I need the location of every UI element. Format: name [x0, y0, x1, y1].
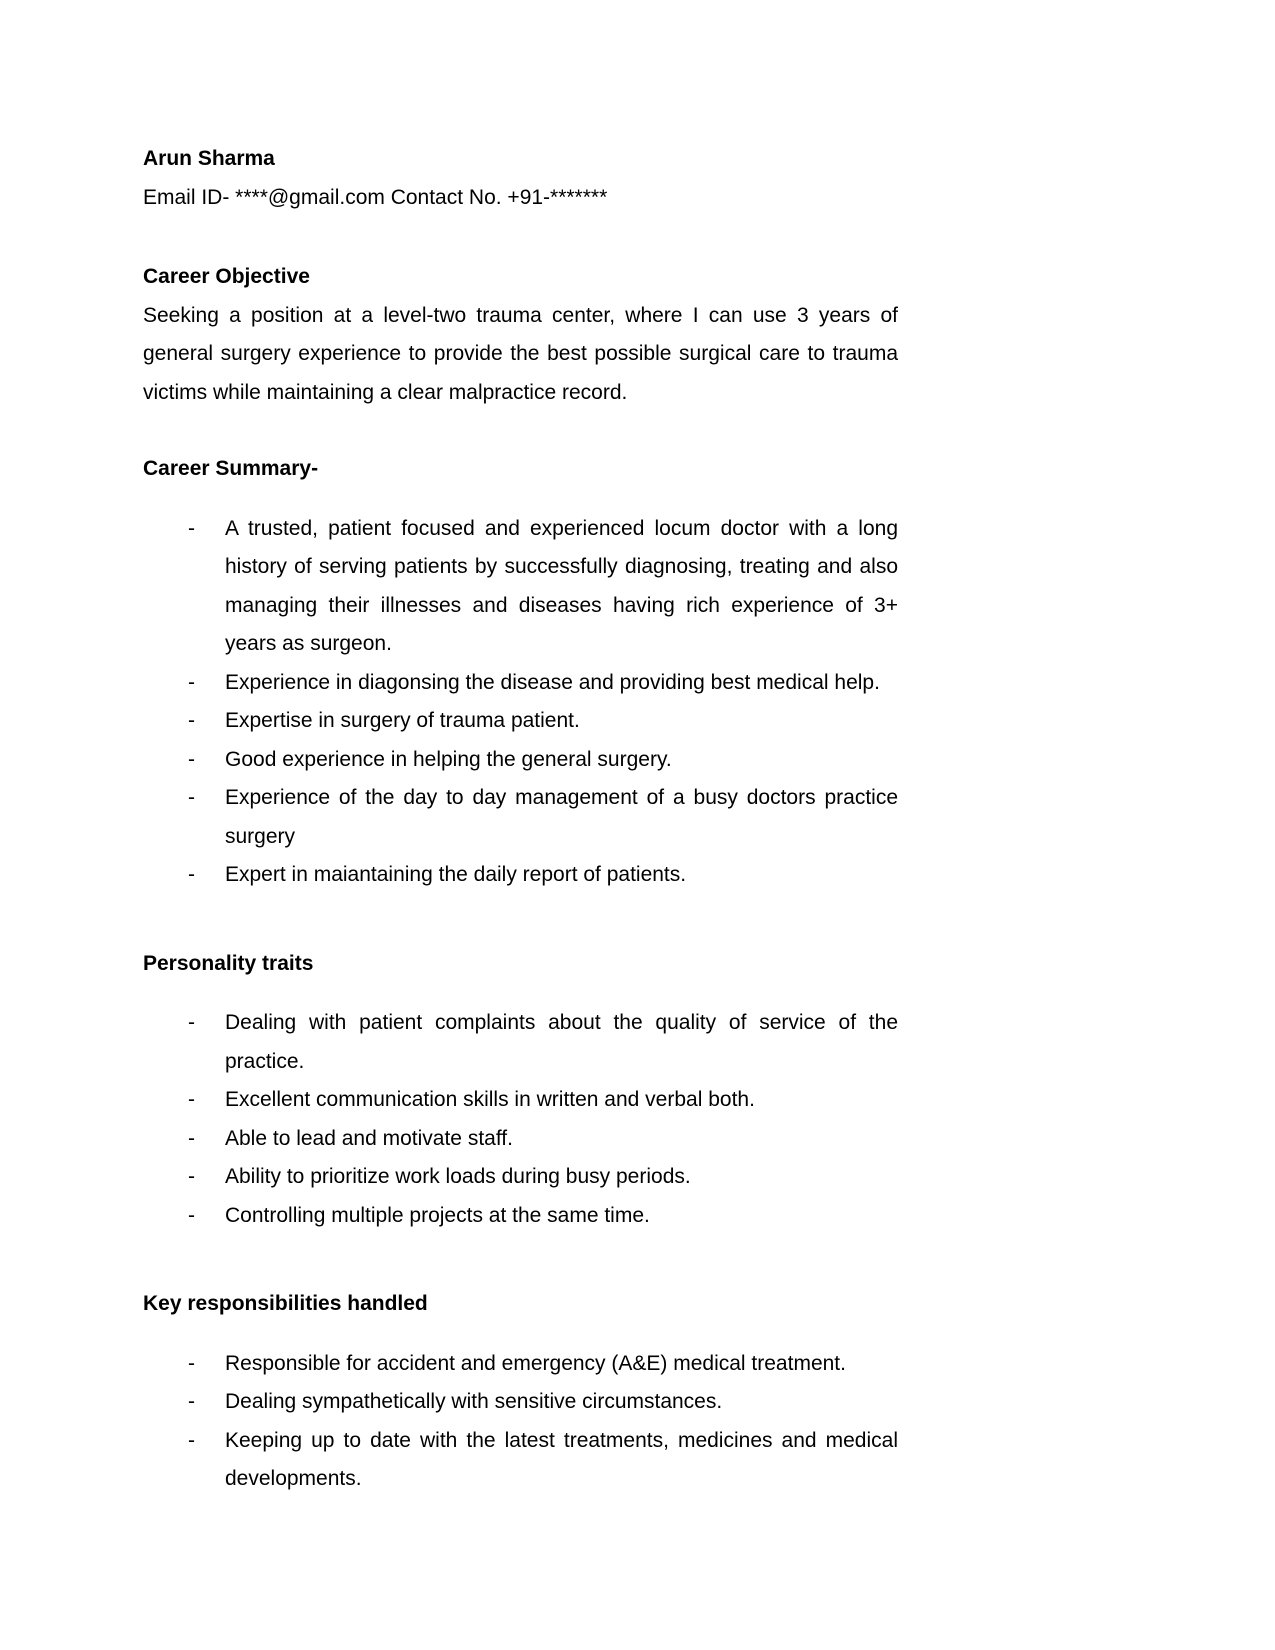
list-item [143, 1197, 898, 1236]
bullet-marker: - [188, 786, 195, 809]
bullet-marker: - [188, 1203, 195, 1227]
list-item [143, 779, 898, 856]
list-item [143, 1004, 898, 1081]
bullet-text: A trusted, patient focused and experienced locum doctor with a long history of serving patients by successfully diagnosing, treating and also managing their illnesses and diseases having rich experience of 3+ years as surgeon. [225, 516, 898, 655]
bullet-text: Ability to prioritize work loads during busy periods. [225, 1165, 691, 1188]
list-item [143, 856, 898, 895]
bullet-marker: - [188, 709, 195, 732]
bullet-text: Excellent communication skills in written and verbal both. [225, 1088, 755, 1111]
list-item [143, 702, 898, 741]
personality-traits-list [143, 1004, 898, 1235]
list-item [143, 741, 898, 780]
list-item [143, 1422, 898, 1499]
list-item [143, 1383, 898, 1422]
bullet-text: Responsible for accident and emergency (A&E) medical treatment. [225, 1351, 846, 1375]
bullet-marker: - [188, 747, 195, 771]
bullet-marker: - [188, 863, 195, 886]
bullet-marker: - [188, 1428, 195, 1452]
list-item [143, 1120, 898, 1159]
list-item [143, 1345, 898, 1384]
bullet-text: Dealing sympathetically with sensitive circumstances. [225, 1390, 723, 1413]
bullet-text: Controlling multiple projects at the same time. [225, 1203, 650, 1227]
list-item [143, 1158, 898, 1197]
section-heading-career-summary: Career Summary- [143, 457, 319, 480]
bullet-marker: - [188, 670, 195, 694]
bullet-text: Dealing with patient complaints about the quality of service of the practice. [225, 1011, 898, 1073]
candidate-name: Arun Sharma [143, 147, 275, 170]
bullet-marker: - [188, 1126, 195, 1150]
career-summary-list [143, 510, 898, 895]
bullet-marker: - [188, 1011, 195, 1034]
contact-line: Email ID- ****@gmail.com Contact No. +91-******* [143, 185, 608, 209]
list-item [143, 510, 898, 664]
bullet-text: Good experience in helping the general surgery. [225, 747, 672, 771]
bullet-marker: - [188, 1088, 195, 1111]
section-heading-key-responsibilities: Key responsibilities handled [143, 1292, 428, 1315]
list-item [143, 1081, 898, 1120]
bullet-text: Expertise in surgery of trauma patient. [225, 709, 580, 732]
section-heading-personality-traits: Personality traits [143, 951, 314, 975]
bullet-marker: - [188, 1165, 195, 1188]
bullet-text: Experience in diagonsing the disease and providing best medical help. [225, 670, 880, 694]
bullet-marker: - [188, 1351, 195, 1375]
key-responsibilities-list [143, 1345, 898, 1499]
career-objective-paragraph: Seeking a position at a level-two trauma center, where I can use 3 years of general surgery experience to provide the best possible surgical care to trauma victims while maintaining a clear malpractice record. [143, 303, 898, 404]
list-item [143, 664, 898, 703]
bullet-marker: - [188, 516, 195, 540]
bullet-text: Experience of the day to day management of a busy doctors practice surgery [225, 786, 898, 848]
bullet-text: Expert in maiantaining the daily report of patients. [225, 863, 687, 886]
bullet-text: Keeping up to date with the latest treatments, medicines and medical developments. [225, 1428, 898, 1490]
bullet-text: Able to lead and motivate staff. [225, 1126, 513, 1150]
section-heading-career-objective: Career Objective [143, 265, 310, 288]
bullet-marker: - [188, 1390, 195, 1413]
